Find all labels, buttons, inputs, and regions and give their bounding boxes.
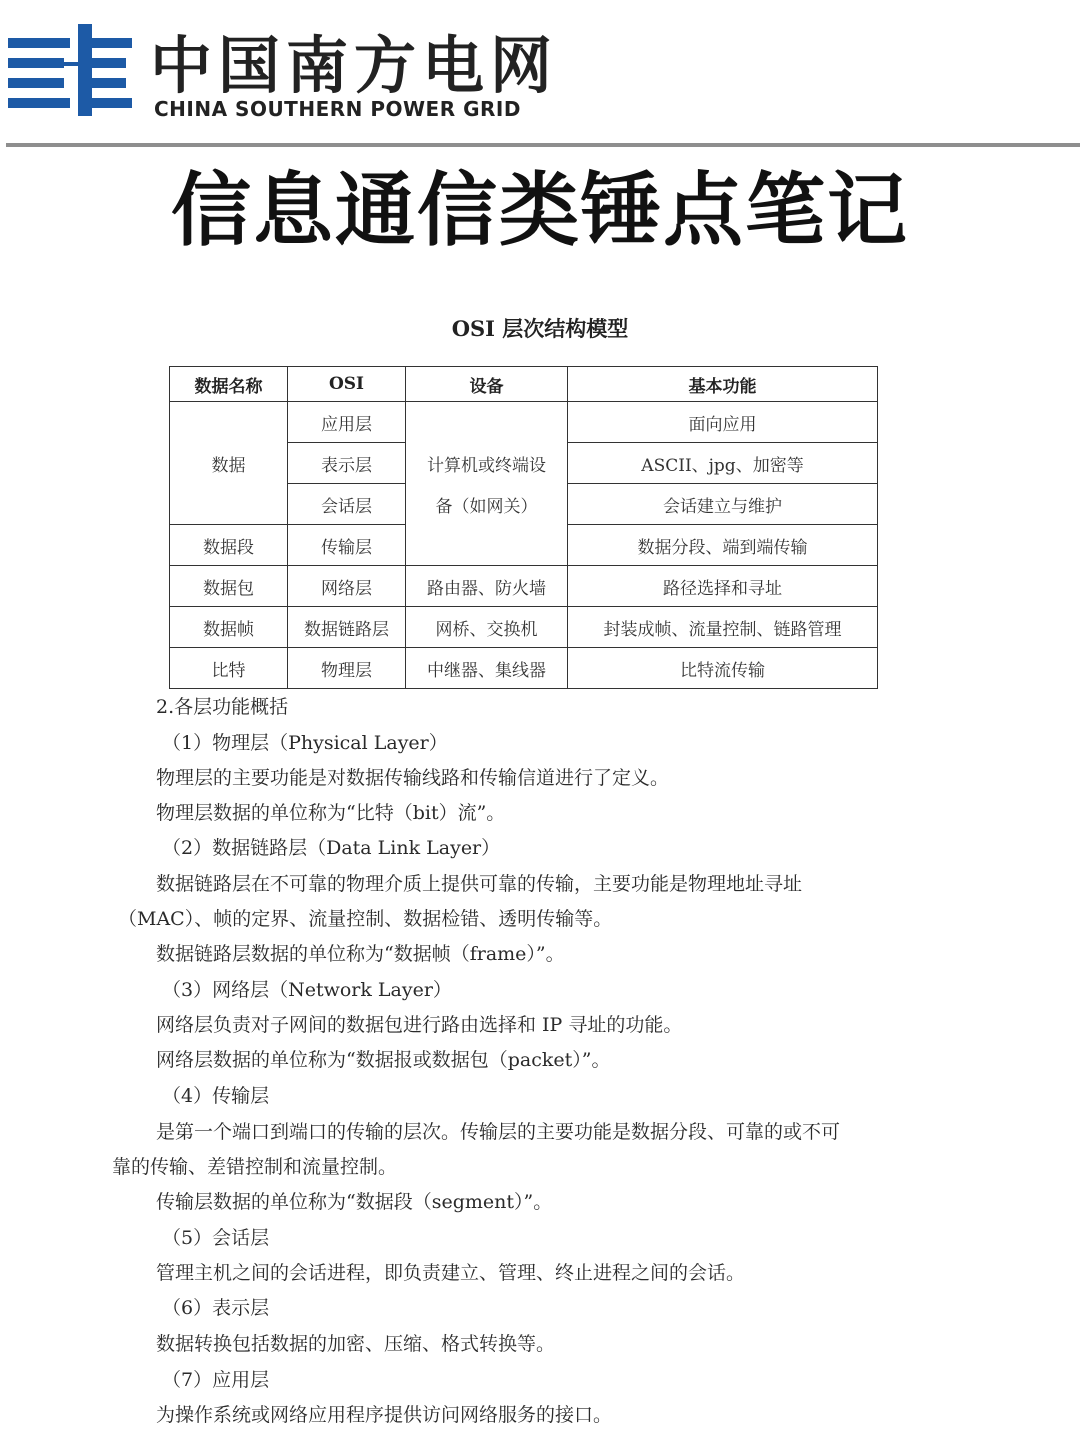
device-group-line-1: 计算机或终端设 (427, 455, 546, 476)
paragraph-line: 为操作系统或网络应用程序提供访问网络服务的接口。 (156, 1404, 613, 1426)
cell-function: 数据分段、端到端传输 (568, 525, 878, 566)
device-group-line-2: 备（如网关） (435, 496, 538, 517)
cell-osi: 传输层 (288, 525, 406, 566)
cell-osi: 网络层 (288, 566, 406, 607)
cell-function: 路径选择和寻址 (568, 566, 878, 607)
header-device: 设备 (406, 367, 568, 402)
cell-name: 比特 (170, 648, 288, 689)
cell-name: 数据包 (170, 566, 288, 607)
paragraph-line: 数据链路层数据的单位称为“数据帧（frame）”。 (156, 943, 565, 965)
cell-function: ASCII、jpg、加密等 (568, 443, 878, 484)
paragraph-line: 物理层的主要功能是对数据传输线路和传输信道进行了定义。 (156, 767, 670, 789)
layer-heading-presentation: （6）表示层 (162, 1297, 270, 1319)
cell-name: 数据段 (170, 525, 288, 566)
cell-device-group (406, 402, 568, 566)
logo-chinese-text: 中国南方电网 (150, 29, 559, 102)
header-osi: OSI (288, 367, 406, 402)
cell-data-group: 数据 (170, 402, 288, 525)
layer-heading-data-link: （2）数据链路层（Data Link Layer） (162, 837, 501, 859)
table-row (170, 566, 878, 607)
cell-osi: 应用层 (288, 402, 406, 443)
page-header (0, 0, 1080, 148)
cell-name: 数据帧 (170, 607, 288, 648)
cell-osi: 数据链路层 (288, 607, 406, 648)
table-row (170, 402, 878, 443)
osi-model-table (169, 366, 878, 689)
table-caption: OSI 层次结构模型 (451, 316, 629, 341)
cell-function: 封装成帧、流量控制、链路管理 (568, 607, 878, 648)
cell-function: 会话建立与维护 (568, 484, 878, 525)
cell-function: 比特流传输 (568, 648, 878, 689)
paragraph-line: 传输层数据的单位称为“数据段（segment）”。 (156, 1191, 553, 1213)
paragraph-line: 物理层数据的单位称为“比特（bit）流”。 (156, 802, 506, 824)
paragraph-line: 网络层数据的单位称为“数据报或数据包（packet）”。 (156, 1049, 611, 1071)
paragraph-line: 管理主机之间的会话进程，即负责建立、管理、终止进程之间的会话。 (156, 1262, 746, 1284)
layer-heading-application: （7）应用层 (162, 1369, 270, 1391)
layer-heading-network: （3）网络层（Network Layer） (162, 979, 452, 1001)
layer-heading-session: （5）会话层 (162, 1227, 270, 1249)
table-header-row (170, 367, 878, 402)
china-southern-power-grid-logo-icon (8, 24, 132, 116)
section-heading: 2.各层功能概括 (156, 696, 289, 718)
table-row (170, 648, 878, 689)
logo-english-text: CHINA SOUTHERN POWER GRID (154, 97, 521, 121)
table-row (170, 607, 878, 648)
paragraph-line: 是第一个端口到端口的传输的层次。传输层的主要功能是数据分段、可靠的或不可 (156, 1121, 841, 1143)
paragraph-line: （MAC）、帧的定界、流量控制、数据检错、透明传输等。 (118, 908, 613, 930)
header-function: 基本功能 (568, 367, 878, 402)
cell-osi: 会话层 (288, 484, 406, 525)
cell-osi: 表示层 (288, 443, 406, 484)
cell-device: 网桥、交换机 (406, 607, 568, 648)
page-title: 信息通信类锤点笔记 (171, 163, 909, 257)
paragraph-line: 数据转换包括数据的加密、压缩、格式转换等。 (156, 1333, 556, 1355)
paragraph-line: 靠的传输、差错控制和流量控制。 (112, 1156, 398, 1178)
paragraph-line: 数据链路层在不可靠的物理介质上提供可靠的传输，主要功能是物理地址寻址 (156, 873, 803, 895)
cell-osi: 物理层 (288, 648, 406, 689)
cell-device: 中继器、集线器 (406, 648, 568, 689)
layer-heading-transport: （4）传输层 (162, 1085, 270, 1107)
header-divider (6, 143, 1080, 147)
cell-function: 面向应用 (568, 402, 878, 443)
layer-heading-physical: （1）物理层（Physical Layer） (162, 732, 448, 754)
header-data-name: 数据名称 (170, 367, 288, 402)
cell-device: 路由器、防火墙 (406, 566, 568, 607)
paragraph-line: 网络层负责对子网间的数据包进行路由选择和 IP 寻址的功能。 (156, 1014, 683, 1036)
